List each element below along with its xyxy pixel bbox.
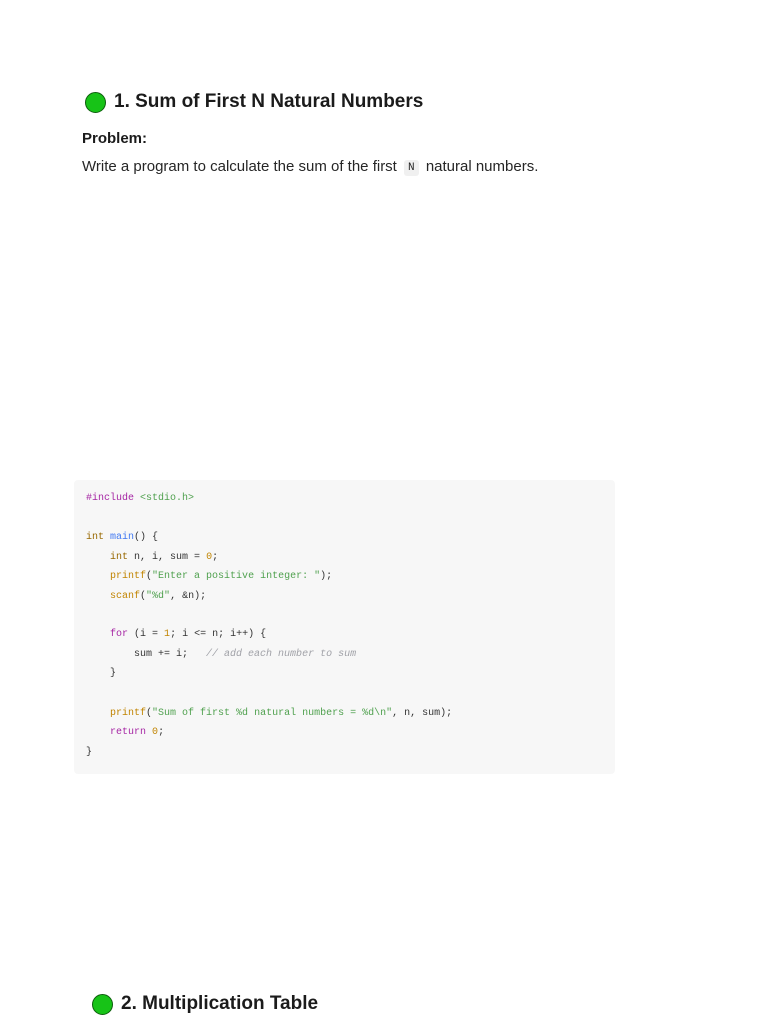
code-block[interactable]: [74, 480, 615, 774]
code-string: "%d": [146, 591, 171, 602]
green-circle-icon: [85, 92, 106, 113]
section-title: 2. Multiplication Table: [121, 993, 319, 1014]
code-line-outer-close: [86, 745, 92, 761]
code-line-include: [86, 491, 194, 507]
code-type: int: [86, 532, 105, 543]
code-function: printf: [110, 571, 147, 582]
code-keyword: return: [110, 727, 147, 738]
problem-text-after: natural numbers.: [425, 158, 539, 175]
code-line-return: [86, 725, 164, 741]
inline-code: N: [404, 160, 419, 176]
code-text: sum += i;: [134, 649, 189, 660]
section-title: 1. Sum of First N Natural Numbers: [114, 91, 424, 112]
code-comment: // add each number to sum: [206, 649, 357, 660]
code-function: scanf: [110, 591, 141, 602]
code-text: ;: [212, 552, 219, 563]
code-line-main: [86, 530, 158, 546]
code-text: ;: [158, 727, 165, 738]
code-line-printf2: [86, 706, 452, 722]
code-text: (: [140, 591, 147, 602]
code-keyword: for: [110, 629, 129, 640]
code-text: n, i, sum =: [134, 552, 207, 563]
code-line-decl: [86, 550, 218, 566]
code-line-inner-close: [86, 666, 116, 682]
code-text: }: [110, 668, 117, 679]
code-line-printf1: [86, 569, 332, 585]
code-line-sum: [86, 647, 356, 663]
green-circle-icon: [92, 994, 113, 1015]
code-line-for: [86, 627, 266, 643]
code-text: , n, sum);: [392, 708, 453, 719]
problem-label: Problem:: [82, 130, 148, 147]
code-type: int: [110, 552, 129, 563]
code-text: (i =: [128, 629, 165, 640]
code-string: "Sum of first %d natural numbers = %d\n": [152, 708, 393, 719]
code-number: 0: [152, 727, 159, 738]
code-text: (: [146, 571, 153, 582]
code-header: <stdio.h>: [140, 493, 195, 504]
code-directive: #include: [86, 493, 135, 504]
code-function: main: [110, 532, 135, 543]
code-text: () {: [134, 532, 159, 543]
section-heading-1: [85, 91, 423, 113]
code-number: 1: [164, 629, 171, 640]
code-text: , &n);: [170, 591, 207, 602]
problem-text-before: Write a program to calculate the sum of the first: [82, 158, 397, 175]
code-line-scanf: [86, 589, 206, 605]
code-function: printf: [110, 708, 147, 719]
problem-text: [82, 158, 538, 176]
code-text: ; i <= n; i++) {: [170, 629, 267, 640]
code-text: (: [146, 708, 153, 719]
section-heading-2: [92, 993, 318, 1015]
code-string: "Enter a positive integer: ": [152, 571, 321, 582]
code-text: }: [86, 747, 93, 758]
code-number: 0: [206, 552, 213, 563]
code-text: );: [320, 571, 333, 582]
